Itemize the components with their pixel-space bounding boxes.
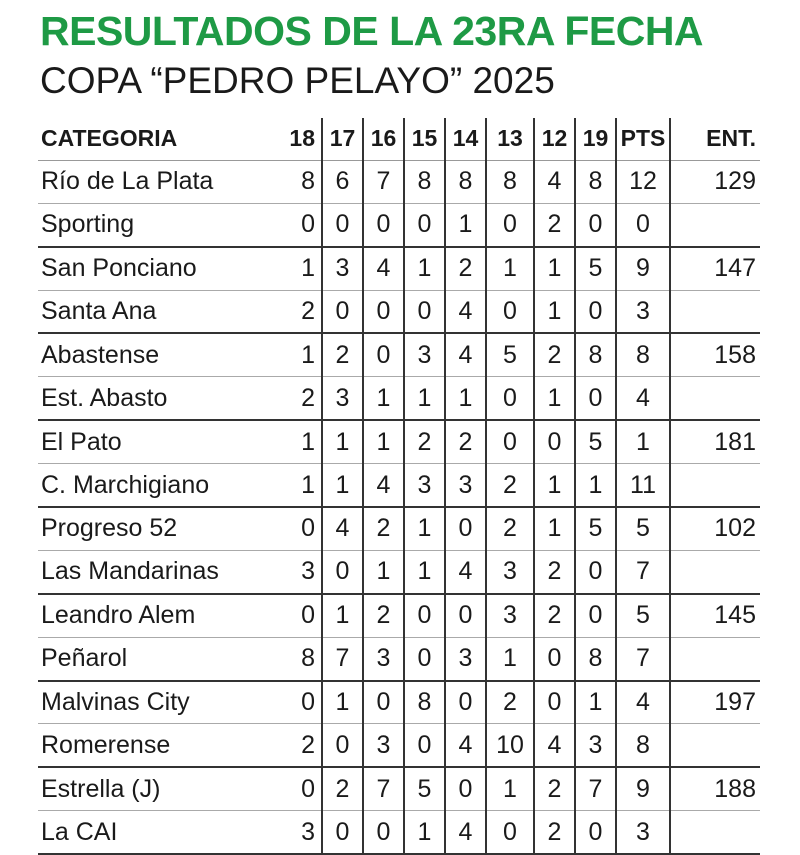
score-cell: 0 [486,290,534,333]
score-cell: 0 [322,550,363,593]
ent-cell: 188 [670,767,760,810]
header-col: 13 [486,118,534,160]
score-cell: 2 [534,333,575,376]
score-cell: 1 [486,637,534,680]
score-cell: 0 [575,811,616,854]
header-col: PTS [616,118,670,160]
table-row [38,724,760,767]
header-categoria: CATEGORIA [38,118,286,160]
score-cell: 2 [404,420,445,463]
score-cell: 4 [445,550,486,593]
score-cell: 2 [445,420,486,463]
score-cell: 3 [322,377,363,420]
score-cell: 0 [286,507,322,550]
score-cell: 2 [322,767,363,810]
score-cell: 7 [322,637,363,680]
team-name: Santa Ana [38,290,286,333]
score-cell: 2 [486,507,534,550]
score-cell: 0 [486,811,534,854]
score-cell: 3 [404,333,445,376]
score-cell: 3 [286,811,322,854]
score-cell: 1 [404,811,445,854]
header-col: 17 [322,118,363,160]
score-cell: 0 [404,290,445,333]
score-cell: 10 [486,724,534,767]
score-cell: 0 [363,203,404,246]
score-cell: 3 [445,464,486,507]
ent-cell: 158 [670,333,760,376]
score-cell: 3 [486,550,534,593]
points-cell: 5 [616,507,670,550]
score-cell: 4 [363,464,404,507]
points-cell: 9 [616,767,670,810]
score-cell: 0 [445,594,486,637]
score-cell: 0 [486,420,534,463]
score-cell: 1 [404,507,445,550]
score-cell: 0 [322,811,363,854]
score-cell: 0 [575,290,616,333]
score-cell: 0 [486,203,534,246]
table-row [38,811,760,854]
header-col: 18 [286,118,322,160]
points-cell: 9 [616,247,670,290]
points-cell: 8 [616,724,670,767]
points-cell: 1 [616,420,670,463]
table-row [38,464,760,507]
points-cell: 0 [616,203,670,246]
score-cell: 1 [322,681,363,724]
score-cell: 1 [486,247,534,290]
score-cell: 1 [286,464,322,507]
score-cell: 0 [445,767,486,810]
points-cell: 8 [616,333,670,376]
score-cell: 0 [575,377,616,420]
score-cell: 0 [575,594,616,637]
score-cell: 1 [286,247,322,290]
score-cell: 2 [445,247,486,290]
score-cell: 0 [286,594,322,637]
score-cell: 0 [286,203,322,246]
table-row [38,594,760,637]
score-cell: 1 [445,377,486,420]
score-cell: 4 [445,290,486,333]
score-cell: 2 [534,550,575,593]
points-cell: 4 [616,681,670,724]
team-name: El Pato [38,420,286,463]
team-name: Progreso 52 [38,507,286,550]
score-cell: 1 [575,464,616,507]
team-name: Leandro Alem [38,594,286,637]
ent-cell: 102 [670,507,760,550]
table-row [38,681,760,724]
score-cell: 8 [445,160,486,203]
points-cell: 11 [616,464,670,507]
score-cell: 2 [534,767,575,810]
score-cell: 0 [534,637,575,680]
score-cell: 1 [534,247,575,290]
header-col: 14 [445,118,486,160]
ent-cell [670,203,760,246]
score-cell: 1 [363,420,404,463]
score-cell: 0 [575,550,616,593]
header-col: 12 [534,118,575,160]
score-cell: 1 [404,550,445,593]
ent-cell [670,637,760,680]
score-cell: 2 [363,507,404,550]
ent-cell [670,724,760,767]
team-name: C. Marchigiano [38,464,286,507]
table-row [38,377,760,420]
score-cell: 2 [534,594,575,637]
score-cell: 1 [575,681,616,724]
score-cell: 8 [286,160,322,203]
page-title: RESULTADOS DE LA 23RA FECHA [40,8,704,54]
score-cell: 0 [322,724,363,767]
score-cell: 1 [534,464,575,507]
points-cell: 5 [616,594,670,637]
score-cell: 5 [575,420,616,463]
ent-cell: 145 [670,594,760,637]
score-cell: 2 [363,594,404,637]
score-cell: 5 [575,507,616,550]
header-col: ENT. [670,118,760,160]
score-cell: 4 [445,724,486,767]
score-cell: 1 [322,464,363,507]
team-name: Estrella (J) [38,767,286,810]
score-cell: 3 [286,550,322,593]
score-cell: 3 [322,247,363,290]
score-cell: 2 [534,811,575,854]
score-cell: 1 [322,420,363,463]
score-cell: 5 [404,767,445,810]
team-name: Las Mandarinas [38,550,286,593]
team-name: Est. Abasto [38,377,286,420]
score-cell: 3 [404,464,445,507]
table-row [38,203,760,246]
score-cell: 2 [486,681,534,724]
table-row [38,767,760,810]
score-cell: 2 [486,464,534,507]
table-row [38,550,760,593]
ent-cell: 181 [670,420,760,463]
ent-cell [670,550,760,593]
score-cell: 3 [575,724,616,767]
score-cell: 1 [286,333,322,376]
score-cell: 0 [363,333,404,376]
score-cell: 5 [575,247,616,290]
header-col: 19 [575,118,616,160]
team-name: Peñarol [38,637,286,680]
score-cell: 0 [363,811,404,854]
score-cell: 0 [445,681,486,724]
score-cell: 2 [286,377,322,420]
ent-cell [670,464,760,507]
score-cell: 0 [534,681,575,724]
score-cell: 0 [486,377,534,420]
score-cell: 3 [445,637,486,680]
score-cell: 0 [534,420,575,463]
ent-cell [670,290,760,333]
score-cell: 3 [486,594,534,637]
table-body [38,160,760,854]
table-header-row [38,118,760,160]
score-cell: 0 [575,203,616,246]
table-row [38,333,760,376]
score-cell: 2 [322,333,363,376]
table-row [38,507,760,550]
ent-cell: 147 [670,247,760,290]
score-cell: 0 [363,290,404,333]
score-cell: 1 [445,203,486,246]
score-cell: 1 [534,290,575,333]
score-cell: 1 [486,767,534,810]
score-cell: 8 [404,681,445,724]
team-name: Río de La Plata [38,160,286,203]
score-cell: 2 [286,290,322,333]
points-cell: 12 [616,160,670,203]
score-cell: 1 [286,420,322,463]
score-cell: 7 [363,160,404,203]
score-cell: 7 [575,767,616,810]
table-row [38,637,760,680]
team-name: Malvinas City [38,681,286,724]
header-col: 16 [363,118,404,160]
score-cell: 4 [322,507,363,550]
ent-cell [670,811,760,854]
score-cell: 6 [322,160,363,203]
team-name: Sporting [38,203,286,246]
team-name: Romerense [38,724,286,767]
page-subtitle: COPA “PEDRO PELAYO” 2025 [40,60,555,101]
score-cell: 5 [486,333,534,376]
ent-cell: 129 [670,160,760,203]
score-cell: 0 [404,594,445,637]
results-table [38,118,760,855]
score-cell: 2 [534,203,575,246]
table-row [38,160,760,203]
ent-cell: 197 [670,681,760,724]
team-name: San Ponciano [38,247,286,290]
team-name: La CAI [38,811,286,854]
points-cell: 3 [616,290,670,333]
score-cell: 1 [404,247,445,290]
score-cell: 0 [286,681,322,724]
score-cell: 4 [445,811,486,854]
score-cell: 1 [534,507,575,550]
score-cell: 8 [286,637,322,680]
score-cell: 4 [445,333,486,376]
score-cell: 4 [534,724,575,767]
score-cell: 0 [404,724,445,767]
score-cell: 8 [575,160,616,203]
score-cell: 0 [322,203,363,246]
points-cell: 7 [616,637,670,680]
team-name: Abastense [38,333,286,376]
header-col: 15 [404,118,445,160]
score-cell: 3 [363,637,404,680]
score-cell: 8 [404,160,445,203]
score-cell: 2 [286,724,322,767]
score-cell: 1 [322,594,363,637]
score-cell: 1 [363,550,404,593]
score-cell: 8 [575,637,616,680]
score-cell: 0 [286,767,322,810]
score-cell: 0 [363,681,404,724]
score-cell: 4 [363,247,404,290]
table-row [38,247,760,290]
score-cell: 3 [363,724,404,767]
points-cell: 7 [616,550,670,593]
score-cell: 0 [445,507,486,550]
points-cell: 4 [616,377,670,420]
table-row [38,420,760,463]
score-cell: 1 [404,377,445,420]
score-cell: 4 [534,160,575,203]
score-cell: 7 [363,767,404,810]
score-cell: 0 [404,203,445,246]
score-cell: 1 [363,377,404,420]
score-cell: 0 [322,290,363,333]
score-cell: 8 [575,333,616,376]
score-cell: 0 [404,637,445,680]
table-row [38,290,760,333]
score-cell: 1 [534,377,575,420]
ent-cell [670,377,760,420]
points-cell: 3 [616,811,670,854]
score-cell: 8 [486,160,534,203]
